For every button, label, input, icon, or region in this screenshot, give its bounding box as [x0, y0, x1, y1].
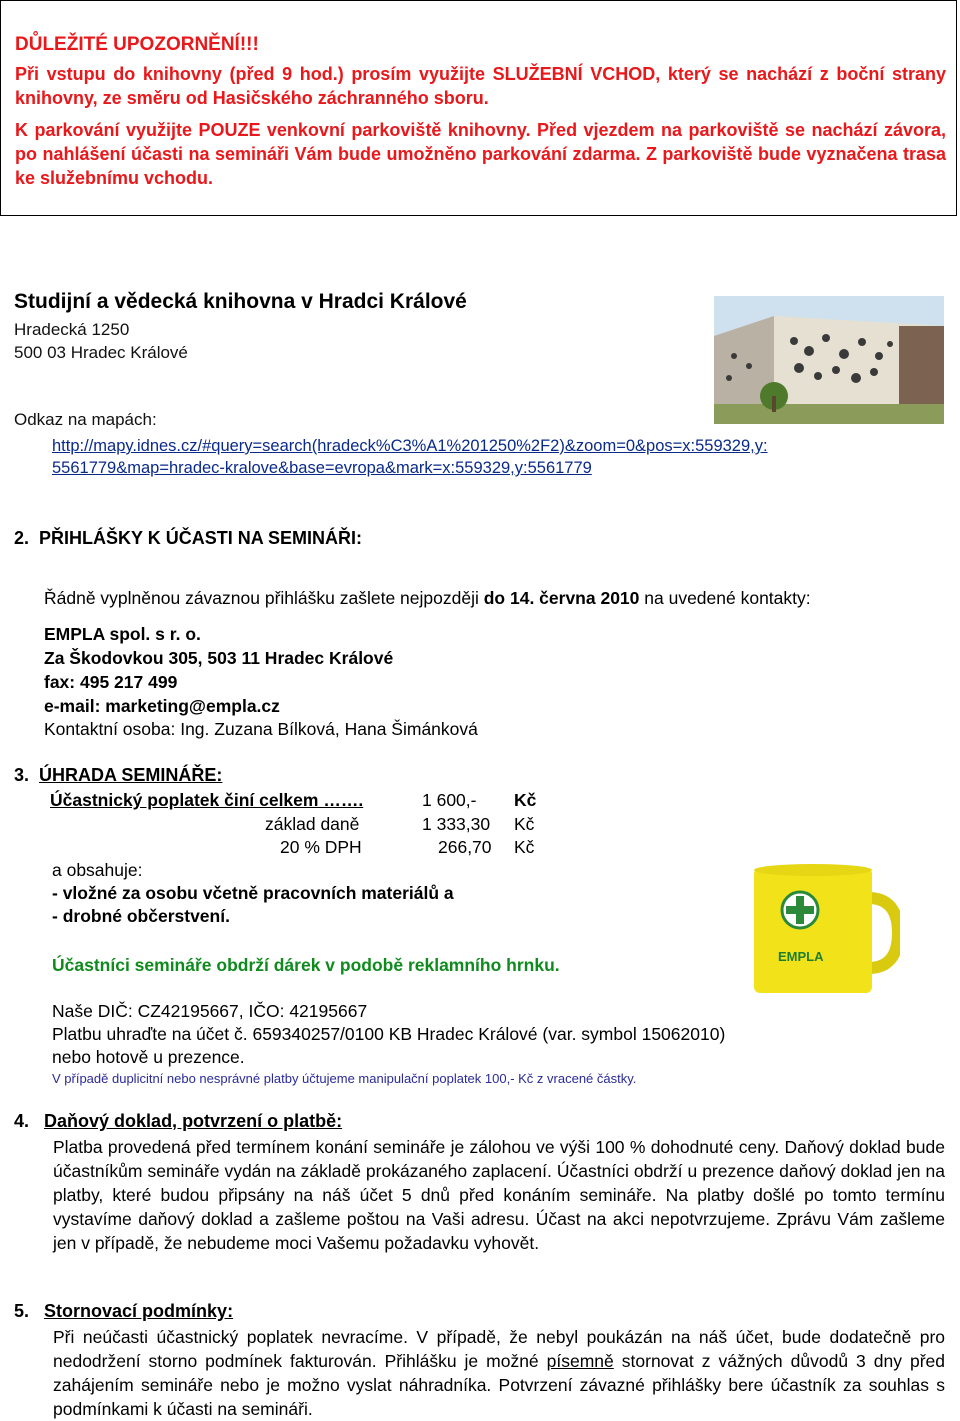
section4-heading: 4. Daňový doklad, potvrzení o platbě: [14, 1111, 343, 1131]
section2-heading: 2. PŘIHLÁŠKY K ÚČASTI NA SEMINÁŘI: [14, 528, 363, 548]
map-link-line1[interactable]: http://mapy.idnes.cz/#query=search(hradeck%C3%A1%201250%2F2)&zoom=0&pos=x:559329,y: [52, 437, 768, 455]
map-link-line2[interactable]: 5561779&map=hradec-kralove&base=evropa&mark=x:559329,y:5561779 [52, 459, 592, 477]
library-city: 500 03 Hradec Králové [14, 343, 188, 362]
mug-logo-text: EMPLA [778, 949, 824, 964]
includes-label: a obsahuje: [52, 860, 143, 880]
payment-account: Platbu uhraďte na účet č. 659340257/0100 KB Hradec Králové (var. symbol 15062010) [52, 1024, 726, 1044]
warning-entrance-text: Při vstupu do knihovny (před 9 hod.) prosím využijte SLUŽEBNÍ VCHOD, který se nachází z boční strany knihovny, ze směru od Hasičského záchranného sboru. [15, 64, 946, 108]
gift-note: Účastníci semináře obdrží dárek v podobě reklamního hrnku. [52, 955, 560, 975]
section2-intro: Řádně vyplněnou závaznou přihlášku zašlete nejpozději do 14. června 2010 na uvedené kontakty: [44, 588, 811, 608]
section4-text: Platba provedená před termínem konání semináře je zálohou ve výši 100 % dohodnuté ceny. Daňový doklad bude účastníkům semináře vydán na základě prokázaného zaplacení. Účastníci obdrží u prezence daňový doklad jen na platby, které budou připsány na náš účet 5 dnů před konáním semináře. Na platby došlé po tomto termínu vystavíme daňový doklad a zašleme poštou na Vaši adresu. Účast na akci nepotvrzujeme. Zprávu Vám zašleme jen v případě, že nebudeme moci Vašemu požadavku vyhovět. [53, 1137, 945, 1253]
map-label: Odkaz na mapách: [14, 410, 157, 429]
fee-label: Účastnický poplatek činí celkem ……. [50, 790, 364, 810]
warning-box [0, 0, 957, 216]
include-item-1: - vložné za osobu včetně pracovních materiálů a [52, 883, 454, 903]
company-email: e-mail: marketing@empla.cz [44, 696, 280, 716]
library-name: Studijní a vědecká knihovna v Hradci Králové [14, 290, 467, 313]
company-address: Za Škodovkou 305, 503 11 Hradec Králové [44, 648, 394, 668]
section3-heading: 3. ÚHRADA SEMINÁŘE: [14, 765, 223, 785]
duplicate-payment-note: V případě duplicitní nebo nesprávné platby účtujeme manipulační poplatek 100,- Kč z vracené částky. [52, 1071, 637, 1086]
section5-heading: 5. Stornovací podmínky: [14, 1301, 234, 1321]
empla-mug-image [740, 858, 900, 998]
vat-label: 20 % DPH [280, 837, 362, 857]
contact-persons: Kontaktní osoba: Ing. Zuzana Bílková, Hana Šimánková [44, 719, 478, 739]
section5-text: Při neúčasti účastnický poplatek nevracíme. V případě, že nebyl poukázán na náš účet, bude dodatečně pro nedodržení storno podmínek fakturován. Přihlášku je možné písemně stornovat z vážných důvodů 3 dny před zahájením semináře nebo je možno vyslat náhradníka. Potvrzení závazné přihlášky bere účastník za souhlas s podmínkami k účasti na semináři. [53, 1327, 945, 1419]
fee-currency: Kč [514, 790, 537, 810]
vat-value: 266,70 [438, 837, 492, 857]
fee-value: 1 600,- [422, 790, 477, 810]
library-building-photo [714, 296, 944, 424]
warning-parking-text: K parkování využijte POUZE venkovní parkoviště knihovny. Před vjezdem na parkoviště se nachází závora, po nahlášení účasti na semináři Vám bude umožněno parkování zdarma. Z parkoviště bude vyznačena trasa ke služebnímu vchodu. [15, 120, 946, 188]
company-fax: fax: 495 217 499 [44, 672, 178, 692]
payment-cash: nebo hotově u prezence. [52, 1047, 245, 1067]
tax-ids: Naše DIČ: CZ42195667, IČO: 42195667 [52, 1001, 368, 1021]
library-street: Hradecká 1250 [14, 320, 130, 339]
warning-title: DŮLEŽITÉ UPOZORNĚNÍ!!! [15, 34, 259, 55]
base-label: základ daně [265, 814, 360, 834]
vat-currency: Kč [514, 837, 535, 857]
company-name: EMPLA spol. s r. o. [44, 624, 201, 644]
include-item-2: - drobné občerstvení. [52, 906, 230, 926]
base-currency: Kč [514, 814, 535, 834]
base-value: 1 333,30 [422, 814, 491, 834]
